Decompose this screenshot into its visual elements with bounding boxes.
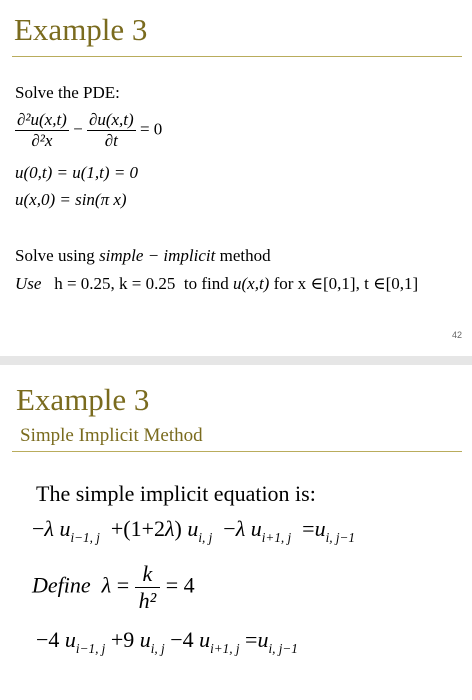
pde-equation: $\frac{\text{∂²u(x,t)}}{\text{∂²x}}$ − $\frac{\partial u(x,t)}{\partial t}$ = 0 — [17, 110, 163, 150]
slide-2 — [0, 365, 472, 700]
initial-condition: u(x,0) = sin(π x) — [15, 190, 127, 209]
title-divider — [12, 451, 462, 452]
lambda-fraction: $\frac{k}{\text{h²}}$ — [135, 561, 161, 614]
pde-term-2: $\frac{\partial u(x,t)}{\partial t}$ — [88, 110, 134, 150]
implicit-equation: −λ $u_{i-1, j} +(1+2\lambda)$ $u_{i, j} -\lambda$ $u_{i+1, j} =u_{i, j-1}$ — [32, 516, 356, 545]
intro-text: The simple implicit equation is: — [36, 481, 316, 506]
method-statement: Solve using simple − implicit method — [15, 246, 271, 265]
page-number: 42 — [451, 330, 462, 340]
slide-title: Example 3 — [16, 382, 150, 417]
boundary-conditions: u(0,t) = u(1,t) = 0 — [15, 163, 139, 182]
parameters-statement: Use h = 0.25, k = 0.25 to find u(x,t) for x ∈[0,1], t ∈[0,1] — [15, 274, 419, 293]
title-divider — [12, 56, 462, 57]
substituted-equation: −4 $u_{i-1, j} +9$ $u_{i, j} -4$ $u_{i+1, j} =u_{i, j-1}$ — [36, 627, 298, 656]
slide-subtitle: Simple Implicit Method — [20, 425, 203, 446]
pde-term-1: $\frac{\text{∂²u(x,t)}}{\text{∂²x}}$ — [17, 110, 67, 150]
slide-title: Example 3 — [14, 12, 148, 47]
prompt-text: Solve the PDE: — [15, 83, 120, 102]
lambda-definition: Define λ = $\frac{k}{\text{h²}}$ = 4 — [32, 561, 195, 613]
